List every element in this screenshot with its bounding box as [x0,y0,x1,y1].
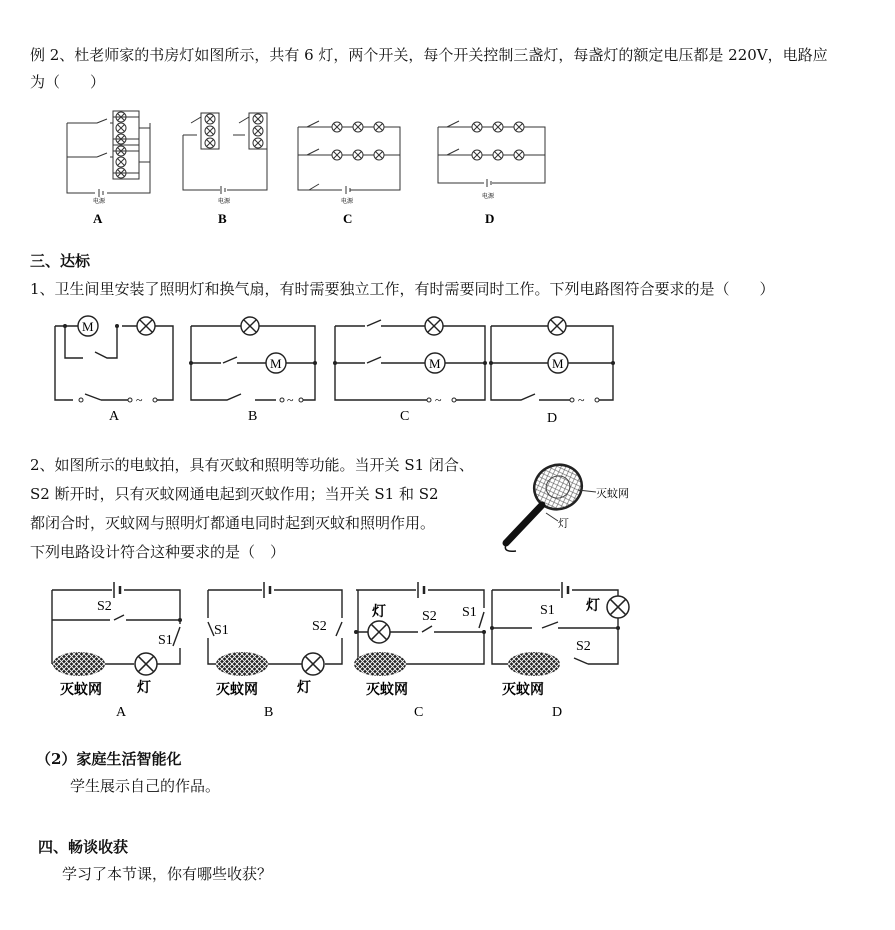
q2-diagram-c [354,582,486,720]
ex2-label-a: A [93,211,103,226]
q2-b-lamp: 灯 [297,681,311,696]
q2-a-net: 灭蚊网 [60,683,102,698]
q1-label-b: B [248,409,258,424]
q2-c-net: 灭蚊网 [366,683,408,698]
q1-label-c: C [400,409,410,424]
svg-text:~: ~ [578,393,585,407]
q2-b-s2: S2 [312,619,327,634]
ex2-circuit-diagrams [55,105,565,230]
q1-c-motor-label: M [429,356,441,371]
q2-a-s1: S1 [158,633,173,648]
q2-diagram-a [52,582,182,720]
section-4-body: 学习了本节课，你有哪些收获？ [62,865,273,883]
q2-line-4: 下列电路设计符合这种要求的是（ ） [30,543,286,561]
q2-line-1: 2、如图所示的电蚊拍，具有灭蚊和照明等功能。当开关 S1 闭合、 [30,456,474,474]
q1-diagram-a [55,316,173,424]
q2-diagram-b [208,582,342,720]
ex2-diagram-c [298,121,400,226]
q1-diagram-b [189,317,317,424]
svg-text:~: ~ [435,393,442,407]
q2-label-c: C [414,705,424,720]
q2-circuit-diagrams [42,574,638,722]
ex2-d-source-label: 电源 [482,194,495,200]
q2-d-net: 灭蚊网 [502,683,544,698]
q2-label-d: D [552,705,563,720]
racket-net-label: 灭蚊网 [596,488,629,500]
ex2-line2: 为（ ） [30,73,106,91]
ex2-diagram-d [438,121,545,226]
q2-label-a: A [116,705,127,720]
ex2-diagram-a [67,111,150,226]
q2-d-s2: S2 [576,639,591,654]
ex2-label-c: C [343,211,353,226]
q1-diagram-c [333,317,487,424]
q2-d-s1: S1 [540,603,555,618]
q1-diagram-d [489,317,615,426]
q2-c-s2: S2 [422,609,437,624]
q2-a-s2: S2 [97,599,112,614]
q1-b-motor-label: M [270,356,282,371]
section-4-title: 四、畅谈收获 [38,838,129,856]
q1-d-motor-label: M [552,356,564,371]
ex2-c-source-label: 电源 [341,199,354,205]
subsection-2-body: 学生展示自己的作品。 [70,777,221,795]
ex2-label-b: B [218,211,227,226]
q1-label-d: D [547,411,558,426]
q2-line-3: 都闭合时，灭蚊网与照明灯都通电同时起到灭蚊和照明作用。 [30,514,436,532]
svg-text:~: ~ [136,393,143,407]
ex2-b-source-label: 电源 [218,199,231,205]
q2-line-2: S2 断开时，只有灭蚊网通电起到灭蚊作用；当开关 S1 和 S2 [30,485,439,503]
q1-label-a: A [109,409,120,424]
q1-text: 1、卫生间里安装了照明灯和换气扇，有时需要独立工作，有时需要同时工作。下列电路图符合要求的是（ ） [30,280,775,298]
ex2-diagram-b [183,113,267,226]
q2-b-s1: S1 [214,623,229,638]
ex2-a-source-label: 电源 [93,199,106,205]
svg-text:~: ~ [287,393,294,407]
q2-c-s1: S1 [462,605,477,620]
section-3-title: 三、达标 [30,252,91,270]
mosquito-racket-image [498,455,638,555]
q2-diagram-d [490,582,629,720]
q2-label-b: B [264,705,274,720]
q1-circuit-diagrams [45,310,625,430]
q2-c-lamp: 灯 [372,605,386,620]
ex2-label-d: D [485,211,495,226]
q1-a-motor-label: M [82,319,94,334]
racket-lamp-label: 灯 [558,518,569,530]
ex2-line1: 例 2、杜老师家的书房灯如图所示，共有 6 灯，两个开关，每个开关控制三盏灯，每盏灯的额定电压都是 220V，电路应 [30,46,828,64]
subsection-2-title: （2）家庭生活智能化 [36,750,182,768]
q2-b-net: 灭蚊网 [216,683,258,698]
q2-a-lamp: 灯 [137,681,151,696]
q2-d-lamp: 灯 [586,599,600,614]
